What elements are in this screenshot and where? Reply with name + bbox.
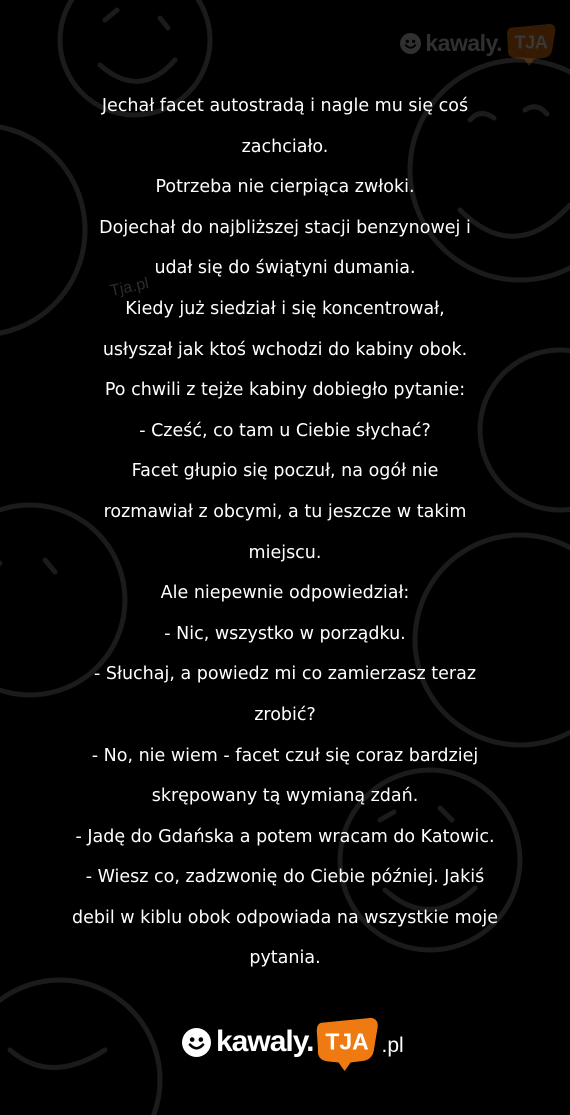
tja-badge-text: TJA <box>324 1028 369 1055</box>
joke-line: Po chwili z tejże kabiny dobiegło pytanie: <box>104 380 466 401</box>
joke-line: udał się do świątyni dumania. <box>154 258 416 279</box>
joke-line: - Nic, wszystko w porządku. <box>164 623 406 644</box>
joke-line: miejscu. <box>248 542 322 563</box>
joke-line: usłyszał jak ktoś wchodzi do kabiny obok. <box>102 339 468 360</box>
joke-line: zrobić? <box>254 704 316 725</box>
joke-line: - Jadę do Gdańska a potem wracam do Katowic. <box>75 826 495 847</box>
logo-brand-text: kawaly. <box>425 29 502 56</box>
tja-badge-logo <box>313 1013 381 1071</box>
joke-line: zachciało. <box>241 136 329 157</box>
logo-brand-text: kawaly. <box>216 1025 314 1058</box>
joke-line: debil w kiblu obok odpowiada na wszystkie moje <box>72 907 498 928</box>
joke-text <box>30 86 540 979</box>
site-logo-footer[interactable] <box>182 1012 404 1072</box>
joke-line: skrępowany tą wymianą zdań. <box>151 786 419 807</box>
joke-line: rozmawiał z obcymi, a tu jeszcze w takim <box>103 501 467 522</box>
site-logo-top[interactable] <box>400 20 558 66</box>
joke-line: Jechał facet autostradą i nagle mu się coś <box>101 96 469 116</box>
joke-line: Ale niepewnie odpowiedział: <box>160 583 410 604</box>
watermark-text: Tja.pl <box>108 275 151 300</box>
smiley-face-icon <box>182 1028 211 1057</box>
joke-line: Facet głupio się poczuł, na ogół nie <box>131 461 439 482</box>
joke-line: Potrzeba nie cierpiąca zwłoki. <box>155 177 415 198</box>
tja-badge-logo <box>504 20 558 66</box>
joke-line: - Cześć, co tam u Ciebie słychać? <box>139 420 431 441</box>
joke-line: Dojechał do najbliższej stacji benzynowej i <box>99 217 471 238</box>
smiley-face-icon <box>0 980 160 1115</box>
tja-badge-text: TJA <box>514 32 548 53</box>
joke-line: - Słuchaj, a powiedz mi co zamierzasz teraz <box>93 664 477 685</box>
joke-line: pytania. <box>249 948 321 969</box>
logo-domain-suffix: .pl <box>381 1034 404 1057</box>
smiley-face-icon <box>400 33 421 54</box>
joke-line: - No, nie wiem - facet czuł się coraz bardziej <box>91 745 479 766</box>
joke-line: Kiedy już siedział i się koncentrował, <box>125 298 445 319</box>
joke-line: - Wiesz co, zadzwonię do Ciebie później. Jakiś <box>85 867 485 888</box>
